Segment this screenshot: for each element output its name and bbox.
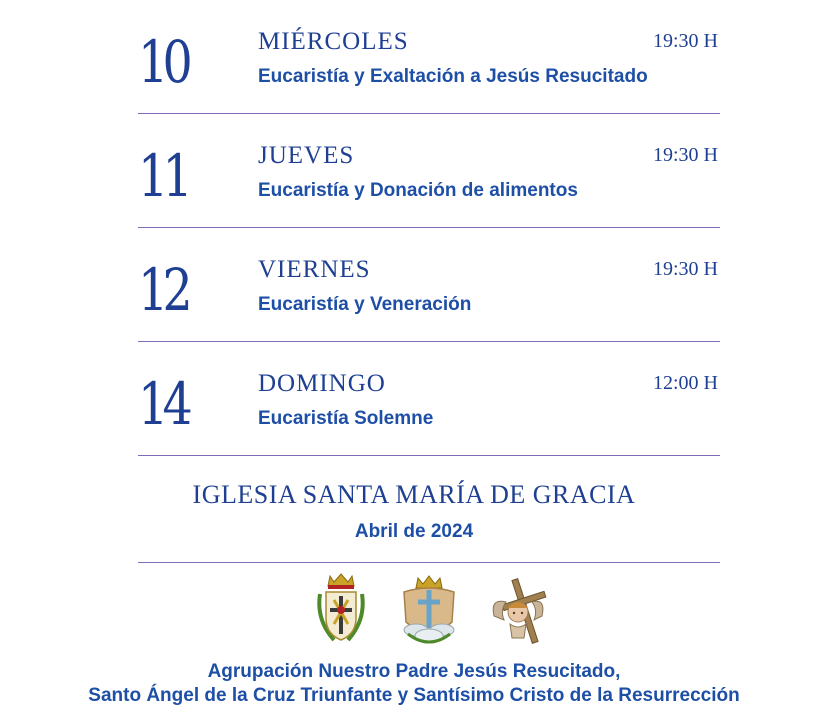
schedule-row (138, 228, 720, 342)
venue-title: IGLESIA SANTA MARÍA DE GRACIA (192, 480, 636, 509)
day-number: 10 (138, 28, 188, 96)
organizer-footer (0, 660, 828, 708)
event-title: Eucaristía Solemne (258, 408, 434, 429)
crowned-cross-coat-of-arms-icon (312, 572, 370, 648)
day-number: 12 (138, 256, 188, 324)
divider (138, 562, 720, 563)
event-title: Eucaristía y Veneración (258, 294, 472, 315)
cross-shield-emblem-icon (398, 572, 460, 648)
weekday: VIERNES (258, 256, 371, 283)
schedule-row (138, 114, 720, 228)
schedule-list (138, 0, 720, 456)
weekday: MIÉRCOLES (258, 28, 409, 55)
weekday: DOMINGO (258, 370, 386, 397)
weekday: JUEVES (258, 142, 355, 169)
angel-with-cross-emblem-icon (488, 572, 548, 648)
day-number: 14 (138, 370, 188, 438)
event-date: Abril de 2024 (354, 521, 474, 542)
event-time: 12:00 H (653, 372, 718, 394)
event-time: 19:30 H (653, 258, 718, 280)
event-title: Eucaristía y Exaltación a Jesús Resucitado (258, 66, 648, 87)
event-time: 19:30 H (653, 144, 718, 166)
event-title: Eucaristía y Donación de alimentos (258, 180, 578, 201)
footer-line-1: Agrupación Nuestro Padre Jesús Resucitado, (207, 661, 621, 682)
schedule-row (138, 0, 720, 114)
event-time: 19:30 H (653, 30, 718, 52)
emblems (0, 572, 828, 652)
footer-line-2: Santo Ángel de la Cruz Triunfante y Santísimo Cristo de la Resurrección (88, 685, 740, 706)
day-number: 11 (138, 142, 188, 210)
schedule-row (138, 342, 720, 456)
